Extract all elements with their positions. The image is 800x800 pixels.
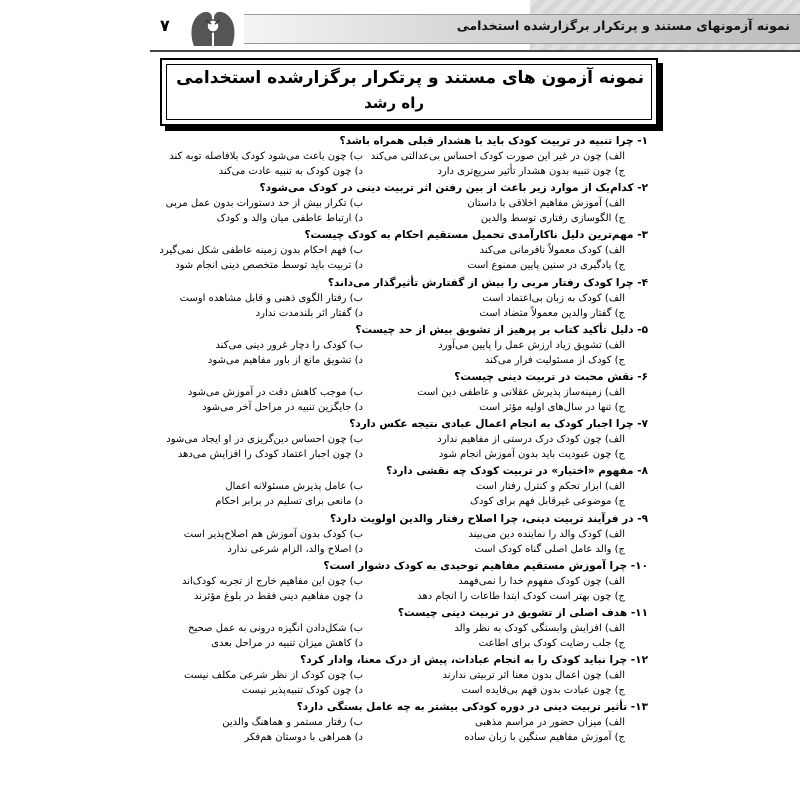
option-c: ج) جلب رضایت کودک برای اطاعت: [478, 638, 625, 649]
option-a: الف) چون در غیر این صورت کودک احساس بی‌عدالتی می‌کند: [370, 151, 625, 162]
option-d: د) تشویق مانع از باور مفاهیم می‌شود: [207, 354, 363, 366]
option-d: د) مانعی برای تسلیم در برابر احکام: [215, 496, 363, 508]
option-d: د) همراهی با دوستان هم‌فکر: [244, 732, 363, 744]
option-d: د) کاهش میزان تنبیه در مراحل بعدی: [211, 638, 363, 649]
question-text: ۱- چرا تنبیه در تربیت کودک باید با هشدار قبلی همراه باشد؟: [339, 135, 648, 147]
question-text: ۱۰- چرا آموزش مستقیم مفاهیم توحیدی به کودک دشوار است؟: [323, 559, 648, 572]
option-b: ب) چون باعث می‌شود کودک بلافاصله توبه کند: [169, 151, 363, 162]
option-b: ب) رفتار الگوی ذهنی و قابل مشاهده اوست: [179, 292, 363, 304]
option-c: ج) الگوسازی رفتاری توسط والدین: [480, 213, 625, 225]
option-c: ج) آموزش مفاهیم سنگین با زبان ساده: [464, 732, 625, 744]
question-text: ۶- نقش محبت در تربیت دینی چیست؟: [454, 371, 648, 383]
option-b: ب) رفتار مستمر و هماهنگ والدین: [222, 717, 363, 729]
option-a: الف) کودک والد را نماینده دین می‌بیند: [468, 528, 625, 540]
option-a: الف) کودک معمولاً نافرمانی می‌کند: [479, 245, 625, 257]
option-c: ج) والد عامل اصلی گناه کودک است: [474, 543, 625, 555]
option-c: ج) چون عبودیت باید بدون آموزش انجام شود: [438, 449, 625, 461]
heads-logo-icon: [186, 6, 240, 50]
option-d: د) چون مفاهیم دینی فقط در بلوغ مؤثرند: [194, 590, 363, 602]
option-a: الف) میزان حضور در مراسم مذهبی: [474, 717, 625, 729]
option-a: الف) چون کودک مفهوم خدا را نمی‌فهمد: [458, 575, 625, 587]
option-c: ج) تنها در سال‌های اولیه مؤثر است: [479, 402, 625, 413]
question-text: ۱۳- تأثیر تربیت دینی در دوره کودکی بیشتر به چه عامل بستگی دارد؟: [296, 701, 648, 714]
option-b: ب) چون این مفاهیم خارج از تجربه کودک‌اند: [181, 575, 363, 587]
option-d: د) تربیت باید توسط متخصص دینی انجام شود: [175, 260, 363, 272]
option-a: الف) کودک به زبان بی‌اعتماد است: [482, 292, 625, 304]
page-subtitle: راه رشد: [364, 94, 424, 112]
option-b: ب) تکرار بیش از حد دستورات بدون عمل مربی: [165, 198, 363, 210]
option-a: الف) آموزش مفاهیم اخلاقی با داستان: [467, 198, 625, 210]
question-text: ۳- مهم‌ترین دلیل ناکارآمدی تحمیل مستقیم احکام به کودک چیست؟: [304, 229, 648, 242]
option-b: ب) شکل‌دادن انگیزه درونی به عمل صحیح: [188, 623, 363, 634]
option-c: ج) گفتار والدین معمولاً متضاد است: [479, 307, 625, 319]
question-text: ۸- مفهوم «اختیار» در تربیت کودک چه نقشی دارد؟: [386, 465, 648, 478]
header-divider: [150, 50, 800, 52]
option-b: ب) چون کودک از نظر شرعی مکلف نیست: [184, 670, 363, 682]
option-b: ب) چون احساس دین‌گریزی در او ایجاد می‌شود: [166, 434, 363, 446]
question-text: ۷- چرا اجبار کودک به انجام اعمال عبادی نتیجه عکس دارد؟: [349, 418, 648, 431]
option-a: الف) چون اعمال بدون معنا اثر تربیتی ندارند: [442, 670, 625, 682]
option-c: ج) کودک از مسئولیت فرار می‌کند: [484, 354, 625, 366]
option-d: د) چون اجبار اعتماد کودک را افزایش می‌دهد: [177, 449, 363, 461]
page-number: ۷: [160, 16, 170, 35]
option-b: ب) فهم احکام بدون زمینه عاطفی شکل نمی‌گیرد: [159, 245, 363, 257]
option-d: د) چون کودک به تنبیه عادت می‌کند: [218, 166, 363, 177]
option-a: الف) ابزار تحکم و کنترل رفتار است: [475, 481, 625, 493]
option-a: الف) زمینه‌ساز پذیرش عقلانی و عاطفی دین است: [417, 387, 625, 398]
question-text: ۱۱- هدف اصلی از تشویق در تربیت دینی چیست؟: [397, 607, 648, 619]
option-b: ب) موجب کاهش دقت در آموزش می‌شود: [187, 387, 363, 398]
option-b: ب) عامل پذیرش مسئولانه اعمال: [225, 481, 363, 493]
header-title: نمونه آزمونهای مستند و پرتکرار برگزارشده استخدامی: [456, 18, 790, 33]
option-a: الف) افزایش وابستگی کودک به نظر والد: [454, 623, 625, 634]
option-b: ب) کودک را دچار غرور دینی می‌کند: [215, 339, 363, 351]
option-a: الف) تشویق زیاد ارزش عمل را پایین می‌آورد: [438, 339, 625, 351]
question-text: ۴- چرا کودک رفتار مربی را بیش از گفتارش تأثیرگذار می‌داند؟: [327, 276, 648, 289]
option-c: ج) چون عبادت بدون فهم بی‌فایده است: [461, 685, 625, 697]
option-d: د) جایگزین تنبیه در مراحل آخر می‌شود: [202, 402, 363, 413]
option-c: ج) یادگیری در سنین پایین ممنوع است: [467, 260, 625, 272]
option-d: د) چون کودک تنبیه‌پذیر نیست: [241, 685, 363, 697]
question-text: ۱۲- چرا نباید کودک را به انجام عبادات، پیش از درک معنا، وادار کرد؟: [300, 654, 648, 667]
option-b: ب) کودک بدون آموزش هم اصلاح‌پذیر است: [183, 528, 363, 540]
page-title: نمونه آزمون های مستند و پرتکرار برگزارشده استخدامی: [176, 68, 644, 88]
question-text: ۲- کدام‌یک از موارد زیر باعث از بین رفتن اثر تربیت دینی در کودک می‌شود؟: [259, 182, 648, 195]
option-c: ج) موضوعی غیرقابل فهم برای کودک: [470, 496, 625, 508]
option-c: ج) چون بهتر است کودک ابتدا طاعات را انجام دهد: [417, 590, 625, 602]
title-box: [160, 58, 658, 126]
option-d: د) اصلاح والد، الزام شرعی ندارد: [227, 543, 363, 555]
page-header: [0, 0, 800, 52]
option-c: ج) چون تنبیه بدون هشدار تأثیر سریع‌تری دارد: [437, 166, 625, 177]
question-text: ۵- دلیل تأکید کتاب بر پرهیز از تشویق بیش از حد چیست؟: [355, 323, 648, 336]
option-a: الف) چون کودک درک درستی از مفاهیم ندارد: [437, 434, 625, 446]
question-text: ۹- در فرآیند تربیت دینی، چرا اصلاح رفتار والدین اولویت دارد؟: [329, 512, 648, 525]
option-d: د) ارتباط عاطفی میان والد و کودک: [216, 213, 363, 225]
option-d: د) گفتار اثر بلندمدت ندارد: [255, 307, 363, 319]
